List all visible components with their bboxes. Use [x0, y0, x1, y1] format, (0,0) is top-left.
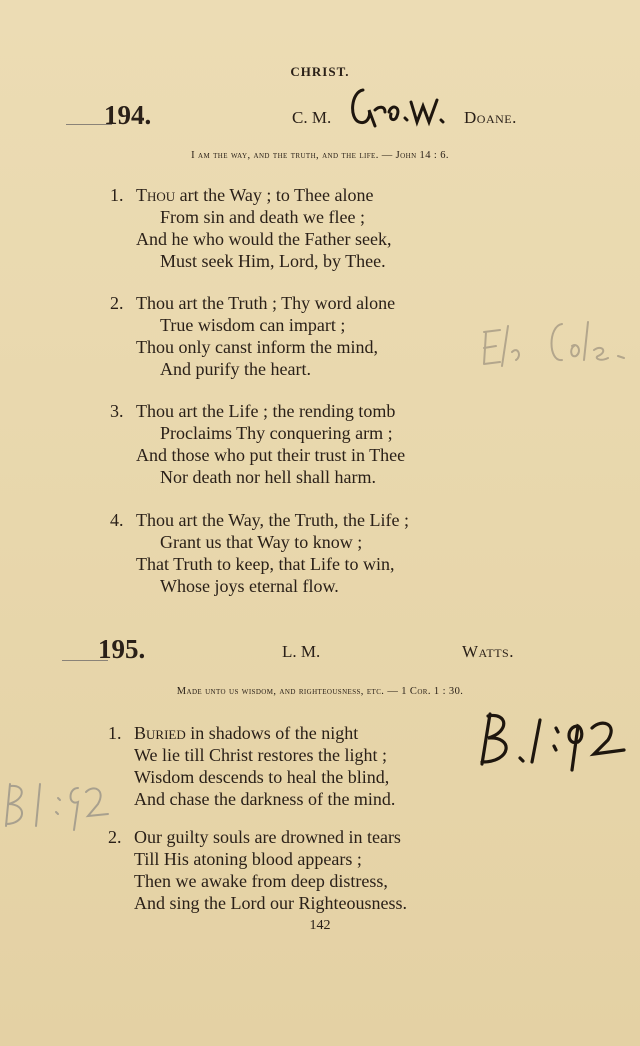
stanza-number: 1.: [110, 185, 124, 205]
hymn-194-epigraph: I am the way, and the truth, and the life. — John 14 : 6.: [191, 150, 449, 161]
stanza-number: 3.: [110, 401, 124, 421]
handwriting-b192-icon: [474, 706, 634, 776]
stanza-line: From sin and death we flee ;: [160, 207, 365, 227]
stanza-line: Wisdom descends to heal the blind,: [134, 767, 390, 787]
hymn-number: 195.: [98, 634, 146, 664]
page-number: 142: [309, 918, 331, 933]
section-title: CHRIST.: [290, 64, 350, 79]
stanza-line: Thou art the Way, the Truth, the Life ;: [136, 510, 410, 530]
hymn-195-stanza-2: [108, 826, 407, 914]
stanza-line: in shadows of the night: [185, 723, 359, 743]
stanza-number: 2.: [108, 827, 122, 847]
hymn-meter: L. M.: [282, 642, 321, 661]
stanza-line: We lie till Christ restores the light ;: [134, 745, 388, 765]
hymn-194-header: [0, 100, 640, 134]
faint-pencil-handwriting-icon: [478, 312, 638, 372]
stanza-line: Thou art the Life ; the rending tomb: [136, 401, 396, 421]
stanza-line: And purify the heart.: [160, 359, 311, 379]
stanza-line: That Truth to keep, that Life to win,: [136, 554, 395, 574]
stanza-line: And sing the Lord our Righteousness.: [134, 893, 407, 913]
hymn-author: Watts.: [462, 642, 514, 661]
stanza-line: And chase the darkness of the mind.: [134, 789, 396, 809]
handwriting-gro-w-icon: [345, 82, 460, 132]
stanza-line: Proclaims Thy conquering arm ;: [160, 423, 393, 443]
stanza-line: Then we awake from deep distress,: [134, 871, 388, 891]
hymn-194-stanza-1: [110, 184, 391, 272]
stanza-line: Thou art the Truth ; Thy word alone: [136, 293, 396, 313]
stanza-number: 1.: [108, 723, 122, 743]
stanza-number: 2.: [110, 293, 124, 313]
stanza-line: Thou only canst inform the mind,: [136, 337, 378, 357]
hymn-194-stanza-2: [110, 292, 395, 380]
hymn-195-epigraph: Made unto us wisdom, and righteousness, etc. — 1 Cor. 1 : 30.: [176, 686, 464, 697]
hymn-author: Doane.: [464, 108, 517, 127]
stanza-line: And those who put their trust in Thee: [136, 445, 406, 465]
handwritten-annotation-left: [0, 776, 110, 841]
hymn-194-stanza-4: [110, 509, 409, 597]
stanza-line: Till His atoning blood appears ;: [134, 849, 362, 869]
stanza-line: Must seek Him, Lord, by Thee.: [160, 251, 386, 271]
handwritten-annotation-right: [474, 706, 634, 781]
stanza-first-word: Buried: [134, 723, 186, 743]
stanza-line: Grant us that Way to know ;: [160, 532, 363, 552]
handwritten-annotation-top: [345, 82, 460, 137]
hymn-195-stanza-1: [108, 722, 395, 810]
stanza-line: Nor death nor hell shall harm.: [160, 467, 376, 487]
handwritten-annotation-side: [478, 312, 638, 377]
faint-pencil-b192-icon: [0, 776, 110, 836]
stanza-line: Whose joys eternal flow.: [160, 576, 339, 596]
stanza-line: art the Way ; to Thee alone: [175, 185, 374, 205]
stanza-first-word: Thou: [136, 185, 176, 205]
hymn-195-header: [0, 634, 640, 668]
stanza-line: And he who would the Father seek,: [136, 229, 392, 249]
hymn-number: 194.: [104, 100, 152, 130]
hymn-meter: C. M.: [292, 108, 332, 127]
stanza-number: 4.: [110, 510, 124, 530]
hymn-194-stanza-3: [110, 400, 405, 488]
stanza-line: Our guilty souls are drowned in tears: [134, 827, 401, 847]
stanza-line: True wisdom can impart ;: [160, 315, 346, 335]
